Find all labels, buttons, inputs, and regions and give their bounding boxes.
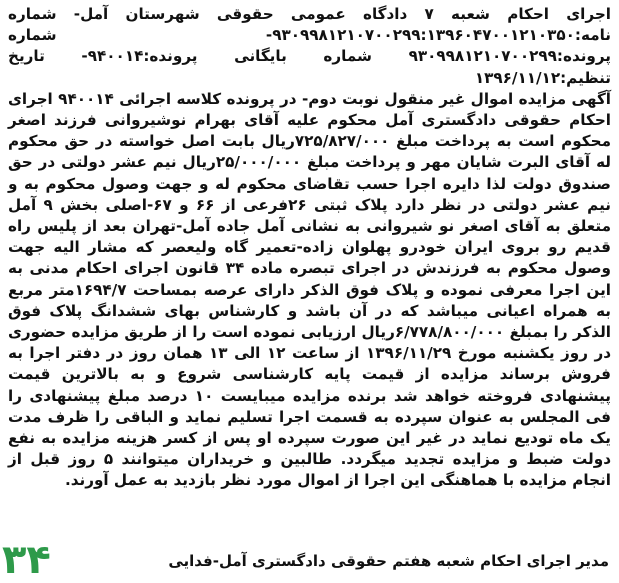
notice-header: اجرای احکام شعبه ۷ دادگاه عمومی حقوقی شهرستان آمل- شماره نامه:۹۳۰۹۹۸۱۲۱۰۷۰۰۲۹۹:۱۳۹۶۰۴۷۰۰۱۲۱۰۳۵۰- شماره پرونده:۹۳۰۹۹۸۱۲۱۰۷۰۰۲۹۹ شماره بایگانی پرونده:۹۴۰۰۱۴- تاریخ تنظیم:۱۳۹۶/۱۱/۱۲ <box>8 5 612 87</box>
auction-notice <box>8 4 611 492</box>
handwritten-page-number: ۳۴ <box>2 537 51 583</box>
notice-body: آگهی مزایده اموال غیر منقول نوبت دوم- در پرونده کلاسه اجرائی ۹۴۰۰۱۴ اجرای احکام حقوقی دادگستری آمل محکوم علیه آقای بهرام نوشیروانی فرزند اصغر محکوم است به پرداخت مبلغ ۷۲۵/۸۲۷/۰۰۰ریال بابت اصل خواسته در حق محکوم له آقای البرت شایان مهر و پرداخت مبلغ ۲۵/۰۰۰/۰۰۰ریال نیم عشر دولتی در حق صندوق دولت لذا دایره اجرا حسب تقاضای محکوم له و جهت وصول محکوم به و نیم عشر دولتی در نظر دارد پلاک ثبتی ۲۶فرعی از ۶۶ و ۶۷-اصلی بخش ۹ آمل متعلق به آقای اصغر نو شیروانی به نشانی آمل جاده آمل-تهران بعد از پلیس راه قدیم رو بروی ایران خودرو پهلوان زاده-تعمیر گاه ولیعصر که مشار الیه جهت وصول محکوم به فرزندش در اجرای تبصره ماده ۳۴ قانون اجرای احکام مدنی به این اجرا معرفی نموده و پلاک فوق الذکر دارای عرصه بمساحت ۱۶۹۴/۷متر مربع به همراه اعیانی میباشد که در آن باشد و کارشناس بهای ششدانگ پلاک فوق الذکر را بمبلغ ۶/۷۷۸/۸۰۰/۰۰۰ریال ارزیابی نموده است را از طریق مزایده حضوری در روز یکشنبه مورخ ۱۳۹۶/۱۱/۲۹ از ساعت ۱۲ الی ۱۳ همان روز در دفتر اجرا به فروش برساند مزایده از قیمت پایه کارشناسی شروع و به بالاترین قیمت پیشنهادی فروخته خواهد شد برنده مزایده میبایست ۱۰ درصد مبلغ پیشنهادی را فی المجلس به عنوان سپرده به قسمت اجرا تسلیم نماید و الباقی را ظرف مدت یک ماه تودیع نماید در غیر این صورت سپرده او پس از کسر هزینه مزایده به نفع دولت ضبط و مزایده تجدید میگردد. طالبین و خریداران میتوانند ۵ روز قبل از انجام مزایده با هماهنگی این اجرا از اموال مورد نظر بازدید به عمل آورند. <box>8 89 612 490</box>
notice-signature: مدیر اجرای احکام شعبه هفتم حقوقی دادگستری آمل-فدایی <box>168 552 609 570</box>
